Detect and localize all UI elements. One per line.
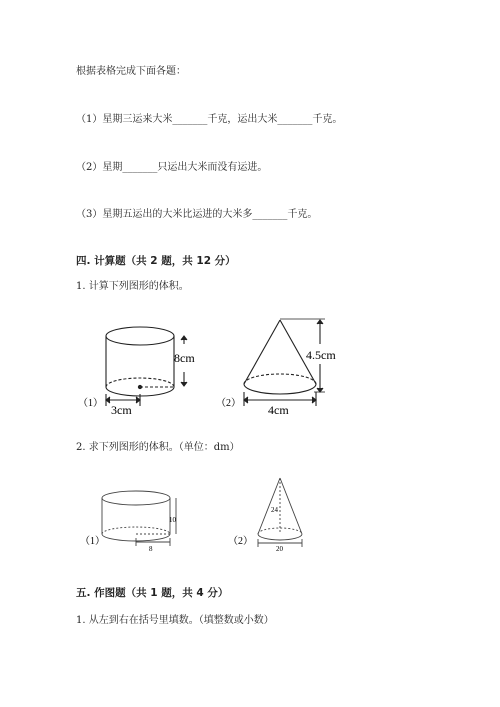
figure-2: [78, 472, 298, 557]
cylinder-figure: [106, 327, 187, 406]
cylinder-height-label: 8cm: [174, 351, 195, 365]
cone-2-figure: [258, 478, 302, 547]
section-5-heading: 五. 作图题（共 1 题，共 4 分）: [76, 587, 229, 599]
cone-diameter-label: 4cm: [268, 403, 289, 417]
figure-1: [78, 312, 338, 422]
cylinder-2-height-label: 10: [169, 516, 176, 524]
cone-height-label: 4.5cm: [306, 348, 336, 362]
cylinder-label: （1）: [78, 398, 103, 409]
cylinder-2-radius-label: 8: [149, 545, 153, 553]
cylinder-2-figure: [102, 491, 176, 546]
cylinder-radius-label: 3cm: [111, 403, 132, 417]
cylinder-2-label: （1）: [80, 536, 105, 547]
question-3: （3）星期五运出的大米比运进的大米多_______千克。: [76, 209, 318, 220]
cone-2-label: （2）: [228, 536, 253, 547]
intro-text: 根据表格完成下面各题：: [76, 66, 186, 77]
question-1: （1）星期三运来大米_______千克，运出大米_______千克。: [76, 114, 343, 125]
cone-2-height-label: 24: [271, 506, 278, 514]
cone-2-diameter-label: 20: [276, 545, 283, 553]
section-4-q2: 2. 求下列图形的体积。（单位：dm）: [76, 442, 240, 453]
section-4-q1: 1. 计算下列图形的体积。: [76, 281, 189, 292]
cone-figure: [244, 319, 325, 406]
section-5-q1: 1. 从左到右在括号里填数。（填整数或小数）: [76, 615, 274, 626]
cone-label: （2）: [216, 398, 241, 409]
question-2: （2）星期_______只运出大米而没有运进。: [76, 162, 268, 173]
section-4-heading: 四. 计算题（共 2 题，共 12 分）: [76, 255, 236, 267]
